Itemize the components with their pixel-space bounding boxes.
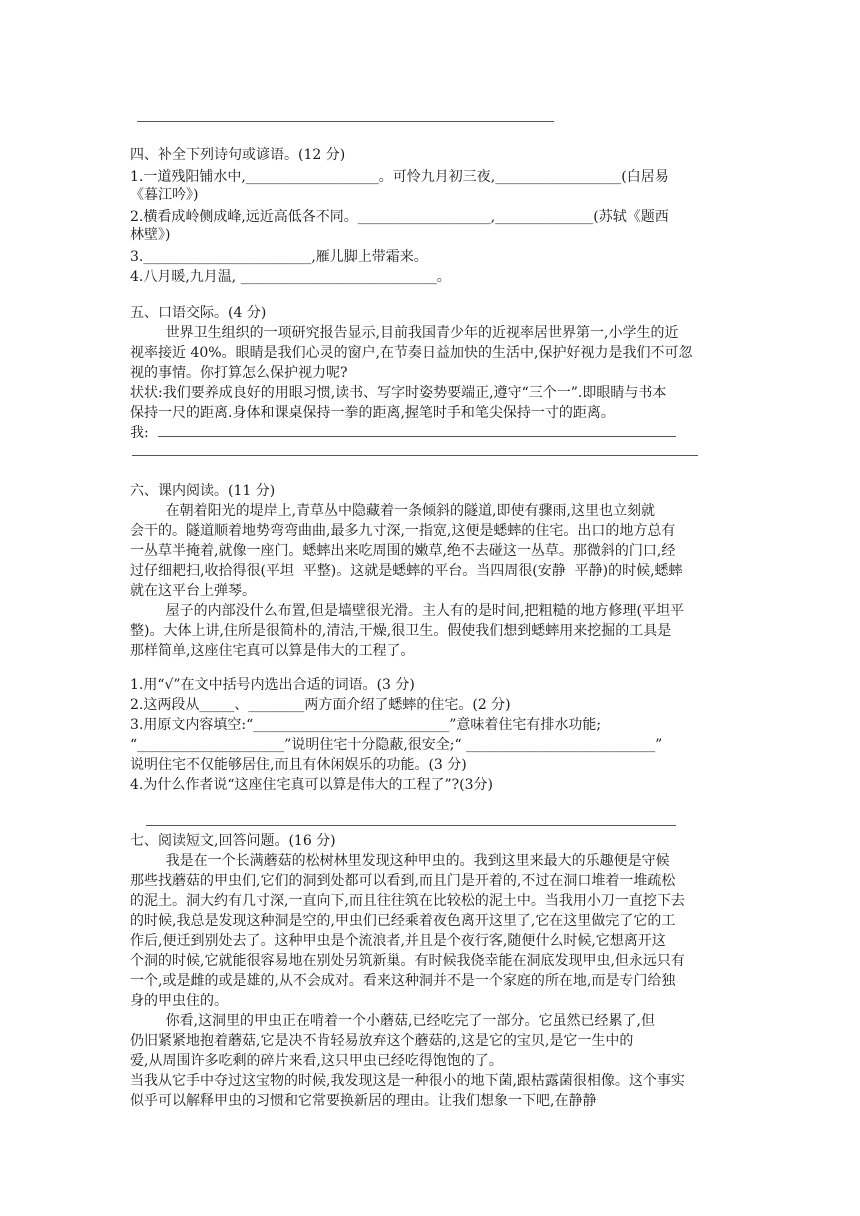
passage-line: 似乎可以解释甲虫的习惯和它常要换新居的理由。让我们想象一下吧,在静静 <box>130 1093 597 1109</box>
section-4-line: 2.横看成岭侧成峰,远近高低各不同。___________________,______________(苏轼《题西 <box>130 209 669 225</box>
section-7-heading: 七、阅读短文,回答问题。(16 分) <box>130 833 336 849</box>
answer-line <box>137 121 554 122</box>
passage-line: 仍旧紧紧地抱着蘑菇,它是决不肯轻易放弃这个蘑菇的,这是它的宝贝,是它一生中的 <box>130 1033 634 1049</box>
passage-line: 爱,从周围许多吃剩的碎片来看,这只甲虫已经吃得饱饱的了。 <box>130 1053 503 1069</box>
section-6-heading: 六、课内阅读。(11 分) <box>130 483 276 499</box>
passage-line: 整)。大体上讲,住所是很简朴的,清洁,干燥,很卫生。假使我们想到蟋蟀用来挖掘的工具是 <box>130 623 672 639</box>
section-5-line: 保持一尺的距离.身体和课桌保持一拳的距离,握笔时手和笔尖保持一寸的距离。 <box>130 405 615 421</box>
section-4-line: 1.一道残阳铺水中,___________________。可怜九月初三夜,__________________(白居易 <box>130 169 669 185</box>
section-5-heading: 五、口语交际。(4 分) <box>130 305 267 321</box>
question-line: 3.用原文内容填空:“____________________________”意味着住宅有排水功能; <box>130 717 602 733</box>
section-5-line: 世界卫生组织的一项研究报告显示,目前我国青少年的近视率居世界第一,小学生的近 <box>130 325 679 341</box>
question-line: 1.用“√”在文中括号内选出合适的词语。(3 分) <box>130 677 415 693</box>
section-4-heading: 四、补全下列诗句或谚语。(12 分) <box>130 147 346 163</box>
section-4-line: 4.八月暖,九月温, ____________________________。 <box>130 269 451 285</box>
passage-line: 在朝着阳光的堤岸上,青草丛中隐藏着一条倾斜的隧道,即使有骤雨,这里也立刻就 <box>130 503 655 519</box>
answer-line <box>158 436 676 437</box>
section-5-line: 状状:我们要养成良好的用眼习惯,读书、写字时姿势要端正,遵守“三个一”.即眼睛与书本 <box>130 385 667 401</box>
section-4-line: 《暮江吟》) <box>130 187 199 203</box>
answer-line <box>132 455 698 456</box>
section-4-line: 林壁》) <box>130 227 171 243</box>
passage-line: 的时候,我总是发现这种洞是空的,甲虫们已经乘着夜色离开这里了,它在这里做完了它的工 <box>130 913 676 929</box>
section-5-answer-label: 我: <box>130 425 154 441</box>
passage-line: 身的甲虫住的。 <box>130 993 228 1009</box>
passage-line: 个洞的时候,它就能很容易地在别处另筑新巢。有时候我侥幸能在洞底发现甲虫,但永远只有 <box>130 953 685 969</box>
passage-line: 你看,这洞里的甲虫正在啃着一个小蘑菇,已经吃完了一部分。它虽然已经累了,但 <box>130 1013 655 1029</box>
passage-line: 屋子的内部没什么布置,但是墙壁很光滑。主人有的是时间,把粗糙的地方修理(平坦平 <box>130 603 684 619</box>
question-line: 说明住宅不仅能够居住,而且有休闲娱乐的功能。(3 分) <box>130 757 467 773</box>
passage-line: 当我从它手中夺过这宝物的时候,我发现这是一种很小的地下菌,跟枯露菌很相像。这个事实 <box>130 1073 685 1089</box>
question-line: 2.这两段从_____、________两方面介绍了蟋蟀的住宅。(2 分) <box>130 697 511 713</box>
answer-line <box>146 825 676 826</box>
section-5-line: 视的事情。你打算怎么保护视力呢? <box>130 365 348 381</box>
passage-line: 的泥土。洞大约有几寸深,一直向下,而且往往筑在比较松的泥土中。当我用小刀一直挖下去 <box>130 893 685 909</box>
question-line: “_____________________”说明住宅十分隐蔽,很安全;“ ___________________________” <box>130 737 663 753</box>
section-4-line: 3.________________________,雁儿脚上带霜来。 <box>130 249 428 265</box>
passage-line: 过仔细耙扫,收拾得很(平坦 平整)。这就是蟋蟀的平台。当四周很(安静 平静)的时候,蟋蟀 <box>130 563 683 579</box>
passage-line: 会干的。隧道顺着地势弯弯曲曲,最多九寸深,一指宽,这便是蟋蟀的住宅。出口的地方总有 <box>130 523 676 539</box>
passage-line: 一丛草半掩着,就像一座门。蟋蟀出来吃周围的嫩草,绝不去碰这一丛草。那微斜的门口,经 <box>130 543 676 559</box>
passage-line: 我是在一个长满蘑菇的松树林里发现这种甲虫的。我到这里来最大的乐趣便是守候 <box>130 853 670 869</box>
passage-line: 那些找蘑菇的甲虫们,它们的洞到处都可以看到,而且门是开着的,不过在洞口堆着一堆疏松 <box>130 873 676 889</box>
passage-line: 就在这平台上弹琴。 <box>130 583 256 599</box>
question-line: 4.为什么作者说“这座住宅真可以算是伟大的工程了”?(3分) <box>130 777 494 793</box>
section-5-line: 视率接近 40%。眼睛是我们心灵的窗户,在节奏日益加快的生活中,保护好视力是我们不可忽 <box>130 345 693 361</box>
passage-line: 一个,或是雌的或是雄的,从不会成对。看来这种洞并不是一个家庭的所在地,而是专门给独 <box>130 973 676 989</box>
passage-line: 作后,便迁到别处去了。这种甲虫是个流浪者,并且是个夜行客,随便什么时候,它想离开这 <box>130 933 666 949</box>
passage-line: 那样简单,这座住宅真可以算是伟大的工程了。 <box>130 643 415 659</box>
